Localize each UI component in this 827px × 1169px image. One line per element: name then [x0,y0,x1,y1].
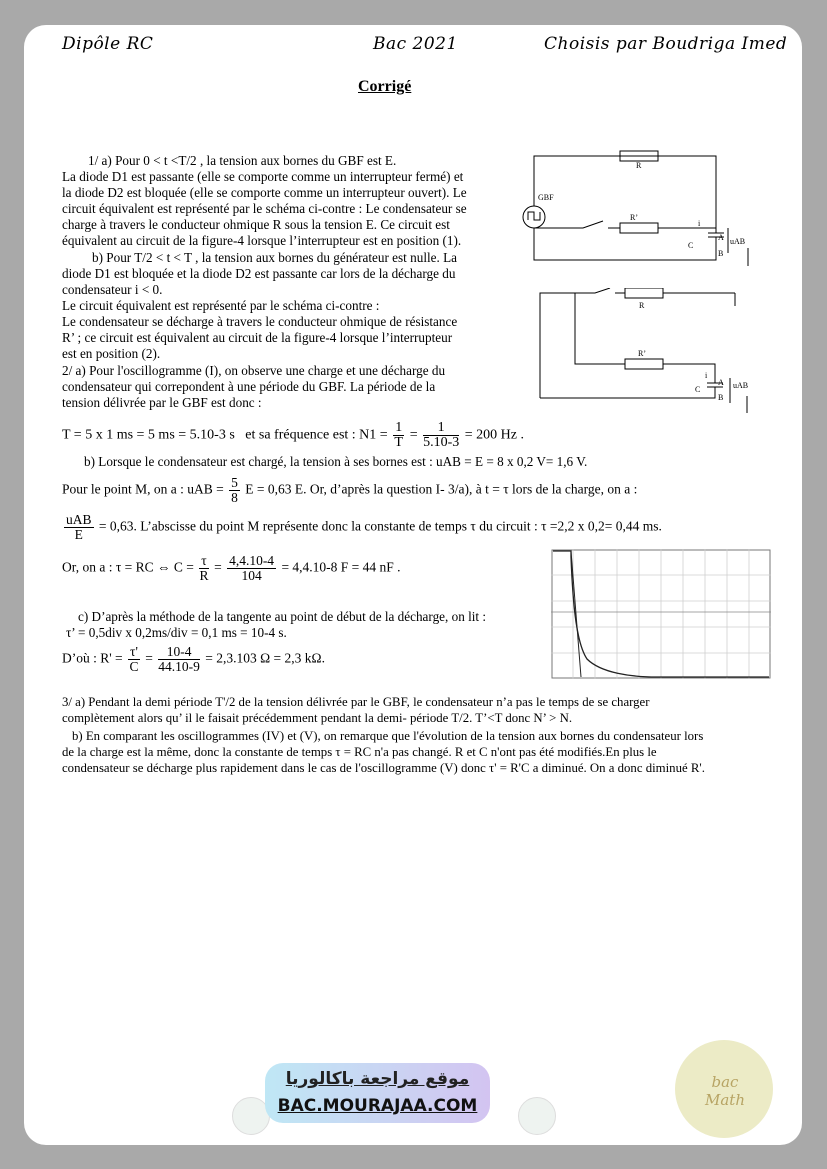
q1a-line5: charge à travers le conducteur ohmique R sous la tension E. Ce circuit est [62,217,450,232]
q3-line1: 3/ a) Pendant la demi période T'/2 de la tension délivrée par le GBF, le condensateur n’a pas le temps de se charger [62,695,650,709]
capacitor-label: C [688,241,694,250]
r-prime-label: R’ [630,213,638,222]
q1b-line2: diode D1 est bloquée et la diode D2 est passante car lors de la décharge du [62,266,456,281]
period-equation: T = 5 x 1 ms = 5 ms = 5.10-3 s et sa fréquence est : N1 = $\frac{1}{T}$ = $\frac{1}{5.10-3}$ = 200 Hz . [62,420,524,450]
pointM-rest2: = 0,63. L’abscisse du point M représente donc la constante de temps τ du circuit : τ =2,2 x 0,2= 0,44 ms. [98,518,662,534]
q1b-line7: est en position (2). [62,346,161,361]
footer-url-link[interactable]: BAC.MOURAJAA.COM [277,1096,478,1116]
pointM-line2 [62,513,662,542]
bac-math-logo-text: bac Math [705,1073,745,1109]
q2b-text: b) Lorsque le condensateur est chargé, la tension à ses bornes est : uAB = E = 8 x 0,2 V= 1,6 V. [84,454,588,469]
header-left: Dipôle RC [62,34,154,54]
q3-line3: b) En comparant les oscillogrammes (IV) et (V), on remarque que l'évolution de la tension aux bornes du condensateur lors [72,729,704,743]
footer-arabic-text[interactable]: موقع مراجعة باكالوريا [285,1069,470,1089]
q1b-line5: Le condensateur se décharge à travers le conducteur ohmique de résistance [62,314,458,329]
capacitor-label-2: C [695,385,701,394]
q2a-line2: condensateur qui correpondent à une période du GBF. La période de la [62,379,436,394]
q3-line5: condensateur se décharge plus rapidement dans le cas de l'oscillogramme (V) donc τ' = R'C a diminué. On a donc diminué R'. [62,761,705,775]
resistance-fraction-1: $\frac{\tau'}{C}$ [129,644,139,674]
q1a-line6: équivalent au circuit de la figure-4 lorsque l’interrupteur est en position (1). [62,233,462,248]
capacitance-intro: Or, on a : τ = RC ⇔ C = [62,559,194,575]
resistance-fraction-2: $\frac{10-4}{44.10-9}$ [158,644,200,674]
q1b-line1: b) Pour T/2 < t < T , la tension aux bornes du générateur est nulle. La [92,250,457,265]
q1b-line6: R’ ; ce circuit est équivalent au circuit de la figure-4 lorsque l’interrupteur [62,330,453,345]
gbf-label: GBF [538,193,554,202]
pointM-fraction: $\frac{5}{8}$ [231,475,238,505]
header-right: Choisis par Boudriga Imed [544,34,788,54]
period-text: T = 5 x 1 ms = 5 ms = 5.10-3 s [62,427,235,443]
q2c-line2: τ’ = 0,5div x 0,2ms/div = 0,1 ms = 10-4 s. [66,625,287,640]
q1b-line4: Le circuit équivalent est représenté par le schéma ci-contre : [62,298,380,313]
freq-fraction-1: $\frac{1}{T}$ [394,420,403,450]
r-label-2: R [639,301,645,310]
r-label: R [636,161,642,170]
q1a-line4: circuit équivalent est représenté par le schéma ci-contre : Le condensateur se [62,201,467,216]
right-logo-icon [518,1097,556,1135]
q1b-line3: condensateur i < 0. [62,282,163,297]
freq-fraction-2: $\frac{1}{5.10-3}$ [423,420,460,450]
resistance-result: = 2,3.103 Ω = 2,3 kΩ. [205,650,325,666]
q1a-line1: 1/ a) Pour 0 < t <T/2 , la tension aux bornes du GBF est E. [88,153,397,168]
q1a-line2: La diode D1 est passante (elle se comporte comme un interrupteur fermé) et [62,169,464,184]
capacitance-fraction-1: $\frac{\tau}{R}$ [199,553,209,583]
resistance-line: D’où : R' = $\frac{\tau'}{C}$ = $\frac{10-4}{44.10-9}$ = 2,3.103 Ω = 2,3 kΩ. [62,644,325,674]
freq-intro: et sa fréquence est : N1 = [245,427,388,443]
node-b-label-2: B [718,393,724,402]
q2a-line1: 2/ a) Pour l'oscillogramme (I), on observe une charge et une décharge du [62,363,446,378]
pointM-line [62,476,637,505]
oscillogram [551,549,771,679]
pointM-fraction-2: $\frac{\text{uAB}}{E}$ [66,512,92,542]
capacitance-result: = 4,4.10-8 F = 44 nF . [281,559,401,575]
capacitance-line: Or, on a : τ = RC ⇔ C = $\frac{\tau}{R}$ = $\frac{4,4.10-4}{104}$ = 4,4.10-8 F = 44 nF . [62,553,401,583]
current-label: i [698,219,701,228]
r-prime-label-2: R’ [638,349,646,358]
q3-line4: de la charge est la même, donc la constante de temps τ = RC n'a pas changé. R et C n'ont pas été modifiés.En plus le [62,745,657,759]
q3-line2: complètement alors qu’ il le faisait précédemment pendant la demi- période T/2. T’<T donc N’ > N. [62,711,573,725]
q2c-line1: c) D’après la méthode de la tangente au point de début de la décharge, on lit : [78,609,487,624]
freq-result: = 200 Hz . [464,427,524,443]
node-b-label: B [718,249,724,258]
node-a-label-2: A [718,378,724,387]
header-center: Bac 2021 [373,34,458,54]
capacitance-fraction-2: $\frac{4,4.10-4}{104}$ [229,553,275,583]
circuit-discharge-diagram [535,288,765,416]
voltage-label: uAB [730,237,746,246]
voltage-label-2: uAB [733,381,749,390]
pointM-intro: Pour le point M, on a : uAB = [62,481,224,497]
pointM-rest: E = 0,63 E. Or, d’après la question I- 3/a), à t = τ lors de la charge, on a : [245,481,638,497]
circuit-charge-diagram [508,148,764,268]
q1a-line3: la diode D2 est bloquée (elle se comporte comme un interrupteur ouvert). Le [62,185,467,200]
current-label-2: i [705,371,708,380]
node-a-label: A [718,233,724,242]
q2a-line3: tension délivrée par le GBF est donc : [62,395,262,410]
resistance-intro: D’où : R' = [62,650,123,666]
page-title: Corrigé [358,78,412,95]
